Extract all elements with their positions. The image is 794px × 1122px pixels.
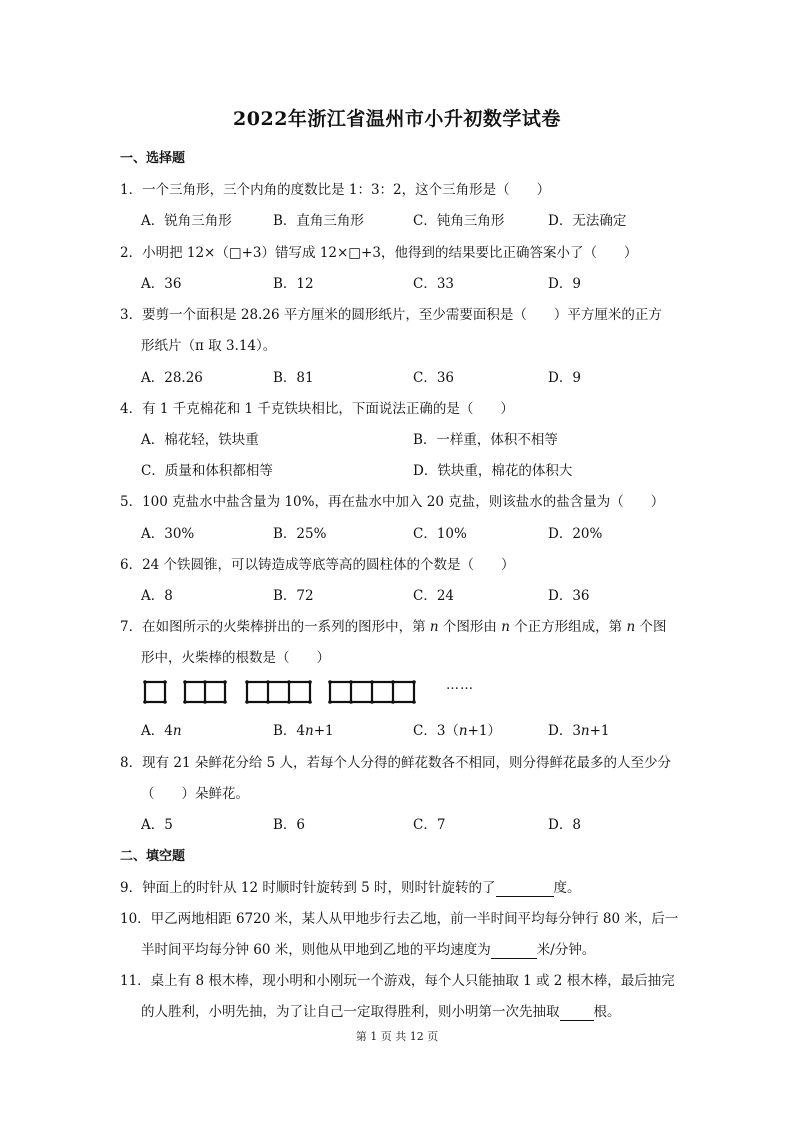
question-7-stem-line1 bbox=[120, 615, 666, 635]
q4-option-c: C．质量和体积都相等 bbox=[141, 463, 273, 479]
question-9-stem: 9．钟面上的时针从 12 时顺时针旋转到 5 时，则时针旋转的了 度。 bbox=[120, 880, 581, 896]
q2-option-a: A．36 bbox=[141, 276, 182, 292]
figure-4-squares bbox=[330, 682, 414, 702]
q2-option-d: D．9 bbox=[548, 276, 581, 292]
section-heading-choice: 一、选择题 bbox=[120, 151, 186, 166]
q7-option-c: C．3（n+1） bbox=[413, 723, 502, 739]
q7-var-n-2: n bbox=[501, 619, 510, 635]
q9-answer-blank[interactable] bbox=[496, 880, 554, 897]
figure-1-squares bbox=[145, 682, 165, 702]
q4-option-d: D．铁块重，棉花的体积大 bbox=[413, 463, 573, 479]
q7-option-b: B．4n+1 bbox=[273, 723, 334, 739]
q8-option-a: A．5 bbox=[141, 817, 173, 833]
question-1-stem: 1．一个三角形，三个内角的度数比是 1：3：2，这个三角形是（ ） bbox=[120, 182, 551, 198]
q7-var-n-1: n bbox=[429, 619, 439, 635]
q1-option-a: A．锐角三角形 bbox=[141, 213, 232, 229]
q8-option-c: C．7 bbox=[413, 817, 446, 833]
q8-option-d: D．8 bbox=[548, 817, 581, 833]
q7-option-d: D．3n+1 bbox=[548, 723, 610, 739]
q10-answer-blank[interactable] bbox=[491, 942, 537, 959]
question-10-stem-line2: 半时间平均每分钟 60 米，则他从甲地到乙地的平均速度为 米/分钟。 bbox=[141, 942, 596, 958]
q4-option-a: A．棉花轻，铁块重 bbox=[141, 432, 259, 448]
q3-option-d: D．9 bbox=[548, 370, 581, 386]
question-8-stem-line1: 8．现有 21 朵鲜花分给 5 人，若每个人分得的鲜花数各不相同，则分得鲜花最多的人至少分 bbox=[120, 755, 672, 771]
question-8-stem-line2: （ ）朵鲜花。 bbox=[141, 786, 249, 802]
page-footer: 第 1 页 共 12 页 bbox=[355, 1030, 439, 1043]
q8-option-b: B．6 bbox=[273, 817, 306, 833]
q11-answer-blank[interactable] bbox=[560, 1004, 594, 1021]
matchstick-squares-figure bbox=[140, 678, 440, 706]
q1-option-c: C．钝角三角形 bbox=[413, 213, 505, 229]
figure-3-squares bbox=[247, 682, 310, 702]
question-5-stem: 5．100 克盐水中盐含量为 10%，再在盐水中加入 20 克盐，则该盐水的盐含量为（ ） bbox=[120, 494, 665, 510]
figure-2-squares bbox=[185, 682, 225, 702]
q6-option-a: A．8 bbox=[141, 588, 173, 604]
question-3-stem-line1: 3．要剪一个面积是 28.26 平方厘米的圆形纸片，至少需要面积是（ ）平方厘米的正方 bbox=[120, 307, 662, 323]
exam-title: 2022年浙江省温州市小升初数学试卷 bbox=[233, 108, 561, 130]
q3-option-c: C．36 bbox=[413, 370, 455, 386]
q3-option-b: B．81 bbox=[273, 370, 314, 386]
q5-option-d: D．20% bbox=[548, 526, 603, 542]
question-3-stem-line2: 形纸片（π 取 3.14）。 bbox=[141, 338, 277, 354]
q1-option-b: B．直角三角形 bbox=[273, 213, 364, 229]
q6-option-d: D．36 bbox=[548, 588, 590, 604]
q2-option-b: B．12 bbox=[273, 276, 314, 292]
q7-text-1: 7．在如图所示的火柴棒拼出的一系列的图形中，第 bbox=[120, 619, 430, 635]
q7-text-3: 个正方形组成，第 bbox=[509, 619, 627, 635]
question-4-stem: 4．有 1 千克棉花和 1 千克铁块相比，下面说法正确的是（ ） bbox=[120, 401, 514, 417]
section-heading-fill: 二、填空题 bbox=[120, 849, 186, 864]
q3-option-a: A．28.26 bbox=[141, 370, 203, 386]
q7-option-a: A．4n bbox=[141, 723, 182, 739]
question-10-stem-line1: 10．甲乙两地相距 6720 米，某人从甲地步行去乙地，前一半时间平均每分钟行 80 米，后一 bbox=[120, 911, 679, 927]
question-11-stem-line2: 的人胜利，小明先抽，为了让自己一定取得胜利，则小明第一次先抽取 根。 bbox=[141, 1004, 621, 1020]
q4-option-b: B．一样重，体积不相等 bbox=[413, 432, 558, 448]
q7-var-n-3: n bbox=[626, 619, 636, 635]
q7-text-4: 个图 bbox=[635, 619, 667, 635]
q5-option-c: C．10% bbox=[413, 526, 467, 542]
q2-option-c: C．33 bbox=[413, 276, 455, 292]
question-7-stem-line2: 形中，火柴棒的根数是（ ） bbox=[141, 650, 330, 666]
q6-option-c: C．24 bbox=[413, 588, 455, 604]
q1-option-d: D．无法确定 bbox=[548, 213, 627, 229]
question-6-stem: 6．24 个铁圆锥，可以铸造成等底等高的圆柱体的个数是（ ） bbox=[120, 557, 515, 573]
question-11-stem-line1: 11．桌上有 8 根木棒，现小明和小刚玩一个游戏，每个人只能抽取 1 或 2 根木棒，最后抽完 bbox=[120, 973, 675, 989]
q5-option-b: B．25% bbox=[273, 526, 327, 542]
q7-text-2: 个图形由 bbox=[438, 619, 502, 635]
q6-option-b: B．72 bbox=[273, 588, 314, 604]
question-2-stem: 2．小明把 12×（□+3）错写成 12×□+3，他得到的结果要比正确答案小了（ ） bbox=[120, 245, 638, 261]
q5-option-a: A．30% bbox=[141, 526, 195, 542]
figure-ellipsis: …… bbox=[446, 678, 474, 693]
